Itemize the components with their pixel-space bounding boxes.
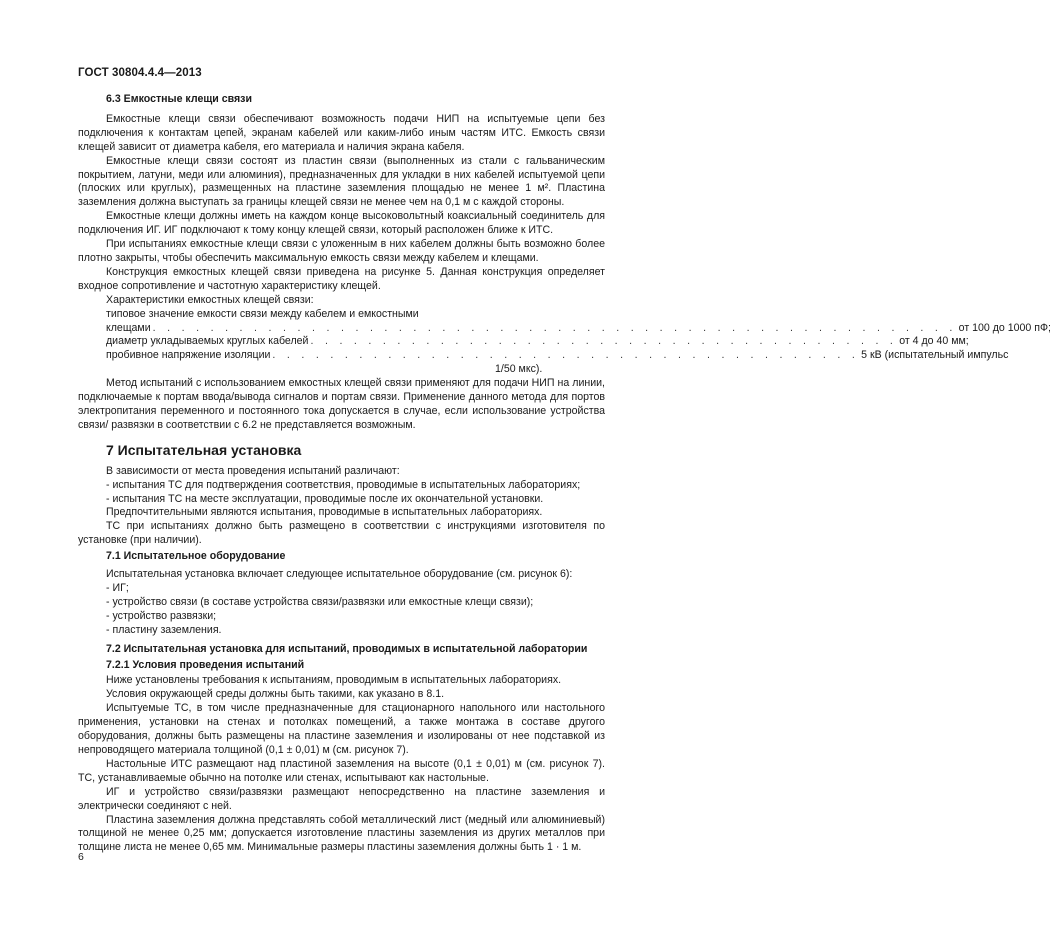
characteristic-value: от 4 до 40 мм; [899, 335, 969, 348]
paragraph: Емкостные клещи связи обеспечивают возможность подачи НИП на испытуемые цепи без подключения к контактам цепей, экранам кабелей или каким-либо иным частям ИТС. Емкость связи клещей зависит от диаметра кабеля, его материала и наличия экрана кабеля. [78, 112, 605, 153]
paragraph: ТС при испытаниях должно быть размещено в соответствии с инструкциями изготовителя по установке (при наличии). [78, 520, 605, 547]
list-item: - пластину заземления. [106, 623, 222, 636]
paragraph: В зависимости от места проведения испытаний различают: [106, 464, 400, 477]
paragraph: Настольные ИТС размещают над пластиной заземления на высоте (0,1 ± 0,01) м (см. рисунок 7). ТС, устанавливаемые обычно на потолке или стенах, испытывают как настольные. [78, 757, 605, 784]
leader-dots: . . . . . . . . . . . . . . . . . . . . . . . . . . . . . . . . . . . . . . . . . . . . . . . . . . . . . . . . [152, 321, 957, 334]
list-item: - испытания ТС для подтверждения соответствия, проводимые в испытательных лабораториях; [106, 478, 581, 491]
paragraph: Условия окружающей среды должны быть такими, как указано в 8.1. [106, 688, 445, 701]
paragraph: Испытуемые ТС, в том числе предназначенные для стационарного напольного или настольного применения, установки на стенах и потолках помещений, а также монтажа в составе другого оборудования, должны быть размещены на пластине заземления и изолированы от нее подставкой из непроводящего материала толщиной (0,1 ± 0,01) м (см. рисунок 7). [78, 702, 605, 756]
section-7-2-heading: 7.2 Испытательная установка для испытаний, проводимых в испытательной лаборатории [106, 642, 588, 655]
section-7-2-1-heading: 7.2.1 Условия проведения испытаний [106, 658, 305, 671]
section-6-3-heading: 6.3 Емкостные клещи связи [106, 93, 252, 105]
characteristic-row [78, 321, 1051, 336]
page-number: 6 [78, 851, 84, 863]
paragraph: Емкостные клещи должны иметь на каждом конце высоковольтный коаксиальный соединитель для подключения ИГ. ИГ подключают к тому концу клещей связи, который расположен ближе к ИТС. [78, 210, 605, 237]
characteristic-value: от 100 до 1000 пФ; [958, 321, 1051, 334]
page-content [78, 93, 1051, 855]
section-7-1-heading: 7.1 Испытательное оборудование [106, 550, 286, 563]
characteristic-label: диаметр укладываемых круглых кабелей [106, 335, 309, 348]
characteristics-title: Характеристики емкостных клещей связи: [106, 293, 314, 306]
characteristic-value: 5 кВ (испытательный импульс [861, 349, 1009, 362]
list-item: - устройство развязки; [106, 609, 217, 622]
characteristic-value-continued: 1/50 мкс). [495, 363, 543, 376]
paragraph: Ниже установлены требования к испытаниям, проводимым в испытательных лабораториях. [106, 674, 562, 687]
characteristic-label: клещами [106, 321, 151, 334]
paragraph: Емкостные клещи связи состоят из пластин связи (выполненных из стали с гальваническим покрытием, латуни, меди или алюминия), предназначенных для укладки в них кабелей испытуемой цепи (плоских или круглых), размещенных на пластине заземления площадью не менее 1 м². Пластина заземления должна выступать за границы клещей связи не менее чем на 0,1 м с каждой стороны. [78, 154, 605, 209]
leader-dots: . . . . . . . . . . . . . . . . . . . . . . . . . . . . . . . . . . . . . . . . . [310, 335, 898, 348]
paragraph: Конструкция емкостных клещей связи приведена на рисунке 5. Данная конструкция определяет входное сопротивление и частотную характеристику клещей. [78, 265, 605, 292]
paragraph: ИГ и устройство связи/развязки размещают непосредственно на пластине заземления и электрически соединяют с ней. [78, 785, 605, 812]
characteristic-row [78, 335, 969, 349]
section-7-heading: 7 Испытательная установка [106, 441, 302, 458]
paragraph: Испытательная установка включает следующее испытательное оборудование (см. рисунок 6): [106, 568, 573, 581]
paragraph: При испытаниях емкостные клещи связи с уложенным в них кабелем должны быть возможно более плотно закрыты, чтобы обеспечить максимальную емкость связи между кабелем и клещами. [78, 238, 605, 264]
list-item: - ИГ; [106, 582, 129, 594]
characteristic-label: пробивное напряжение изоляции [106, 349, 271, 362]
paragraph: Пластина заземления должна представлять собой металлический лист (медный или алюминиевый) толщиной не менее 0,25 мм; допускается изготовление пластины заземления из других металлов при толщине листа не менее 0,65 мм. Минимальные размеры пластины заземления должны быть 1 · 1 м. [78, 813, 605, 854]
characteristic-line: типовое значение емкости связи между кабелем и емкостными [106, 307, 419, 320]
paragraph: Предпочтительными являются испытания, проводимые в испытательных лабораториях. [106, 506, 543, 519]
document-header: ГОСТ 30804.4.4—2013 [78, 67, 202, 79]
list-item: - устройство связи (в составе устройства связи/развязки или емкостные клещи связи); [106, 595, 534, 608]
characteristic-row [78, 349, 1009, 363]
paragraph: Метод испытаний с использованием емкостных клещей связи применяют для подачи НИП на линии, подключаемые к портам ввода/вывода сигналов и портам связи. Применение данного метода для портов электропитания переменного и постоянного тока допускается в случае, если использование устройства связи/ развязки в соответствии с 6.2 не представляется возможным. [78, 377, 605, 431]
list-item: - испытания ТС на месте эксплуатации, проводимые после их окончательной установки. [106, 492, 544, 505]
leader-dots: . . . . . . . . . . . . . . . . . . . . . . . . . . . . . . . . . . . . . . . . . [272, 349, 860, 362]
